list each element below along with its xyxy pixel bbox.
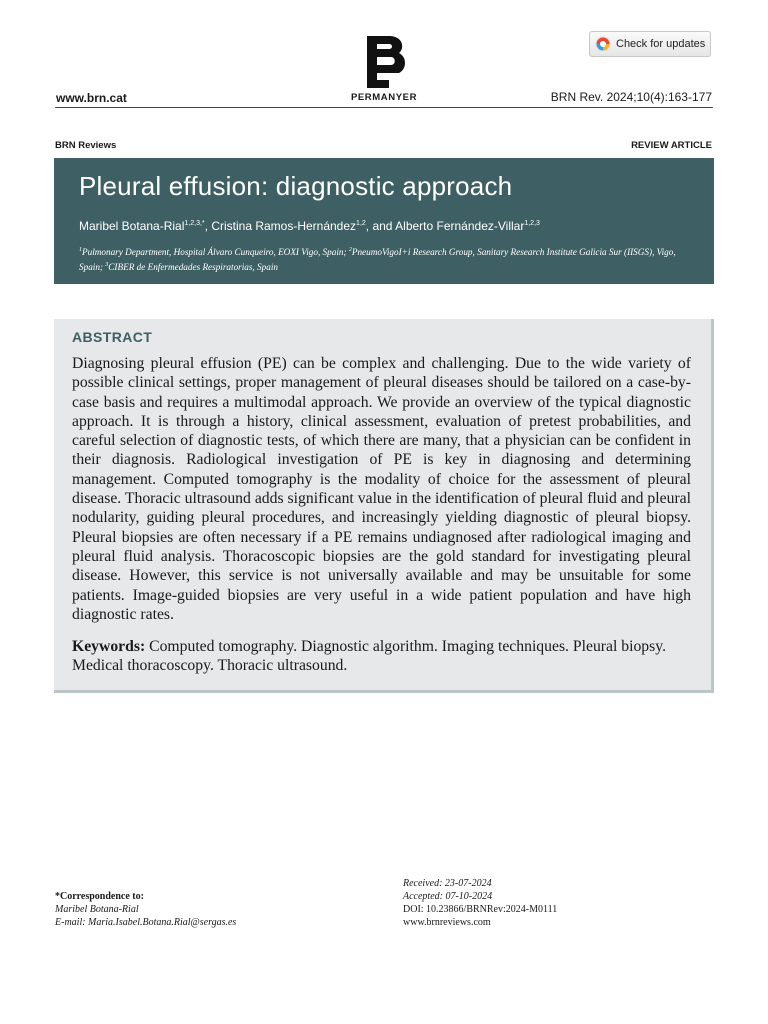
received-date: Received: 23-07-2024 (403, 878, 492, 889)
article-type-label: REVIEW ARTICLE (631, 140, 712, 151)
author-affiliation-marker: 1,2 (356, 220, 366, 227)
author-affiliation-marker: 1,2,3,* (184, 220, 205, 227)
article-title: Pleural effusion: diagnostic approach (79, 171, 513, 201)
keywords-label: Keywords: (72, 638, 146, 656)
header-divider (55, 107, 713, 108)
correspondence-label: *Correspondence to: (55, 891, 144, 902)
brn-logo-icon (359, 36, 409, 88)
abstract-heading: ABSTRACT (72, 329, 153, 345)
publisher-name: PERMANYER (350, 92, 418, 103)
journal-citation: BRN Rev. 2024;10(4):163-177 (550, 90, 712, 104)
author-separator: , (204, 219, 212, 233)
affiliation-text: CIBER de Enfermedades Respiratorias, Spain (108, 262, 278, 273)
affiliation-list (79, 244, 689, 274)
check-for-updates-button[interactable] (589, 31, 711, 57)
article-dates-block (403, 877, 557, 929)
title-band (54, 158, 714, 284)
affiliation-number: 2 (348, 247, 352, 253)
keywords-text: Computed tomography. Diagnostic algorithm. Imaging techniques. Pleural biopsy. Medical thoracoscopy. Thoracic ultrasound. (72, 638, 666, 675)
author-list (79, 219, 540, 233)
affiliation-number: 1 (79, 247, 82, 253)
abstract-box (54, 319, 714, 693)
author-affiliation-marker: 1,2,3 (524, 220, 540, 227)
abstract-text: Diagnosing pleural effusion (PE) can be complex and challenging. Due to the wide variety of possible clinical settings, proper management of pleural diseases should be tailored on a case-by-case basis and requires a multimodal approach. We provide an overview of the typical diagnostic approach. It is through a history, clinical assessment, evaluation of pretest probabilities, and careful selection of diagnostic tests, of which there are many, that a physician can be confident in their diagnosis. Radiological investigation of PE is key in diagnosing and determining management. Computed tomography is the modality of choice for the assessment of pleural disease. Thoracic ultrasound adds significant value in the identification of pleural fluid and pleural nodularity, guiding pleural procedures, and increasingly yielding diagnostic of pleural biopsy. Pleural biopsies are often necessary if a PE remains undiagnosed after radiological imaging and pleural fluid analysis. Thoracoscopic biopsies are the gold standard for investigating pleural disease. However, this service is not universally available and may be unsuitable for some patients. Image-guided biopsies are very useful in a wide patient population and have high diagnostic rates. (72, 355, 691, 623)
crossmark-icon (595, 36, 611, 52)
check-for-updates-label: Check for updates (616, 38, 706, 50)
author-name: Alberto Fernández-Villar (395, 219, 525, 233)
correspondence-email[interactable]: E-mail: Maria.Isabel.Botana.Rial@sergas.es (55, 917, 237, 928)
doi-link[interactable]: DOI: 10.23866/BRNRev:2024-M0111 (403, 904, 558, 915)
author-separator: , and (365, 219, 396, 233)
affiliation-text: Pulmonary Department, Hospital Álvaro Cunqueiro, EOXI Vigo, Spain; (82, 247, 349, 258)
journal-website-link[interactable]: www.brnreviews.com (403, 917, 491, 928)
keywords (72, 637, 691, 676)
correspondence-block (55, 890, 236, 929)
author-name: Cristina Ramos-Hernández (211, 219, 357, 233)
correspondence-name: Maribel Botana-Rial (55, 904, 139, 915)
site-url-link[interactable]: www.brn.cat (56, 91, 127, 105)
accepted-date: Accepted: 07-10-2024 (403, 891, 493, 902)
affiliation-number: 3 (105, 262, 109, 269)
section-label: BRN Reviews (55, 140, 117, 151)
affiliation-text: PneumoVigoI+i Research Group, Sanitary Research Institute Galicia Sur (IISGS), Vigo, Spain; (79, 247, 676, 273)
author-name: Maribel Botana-Rial (79, 219, 185, 233)
